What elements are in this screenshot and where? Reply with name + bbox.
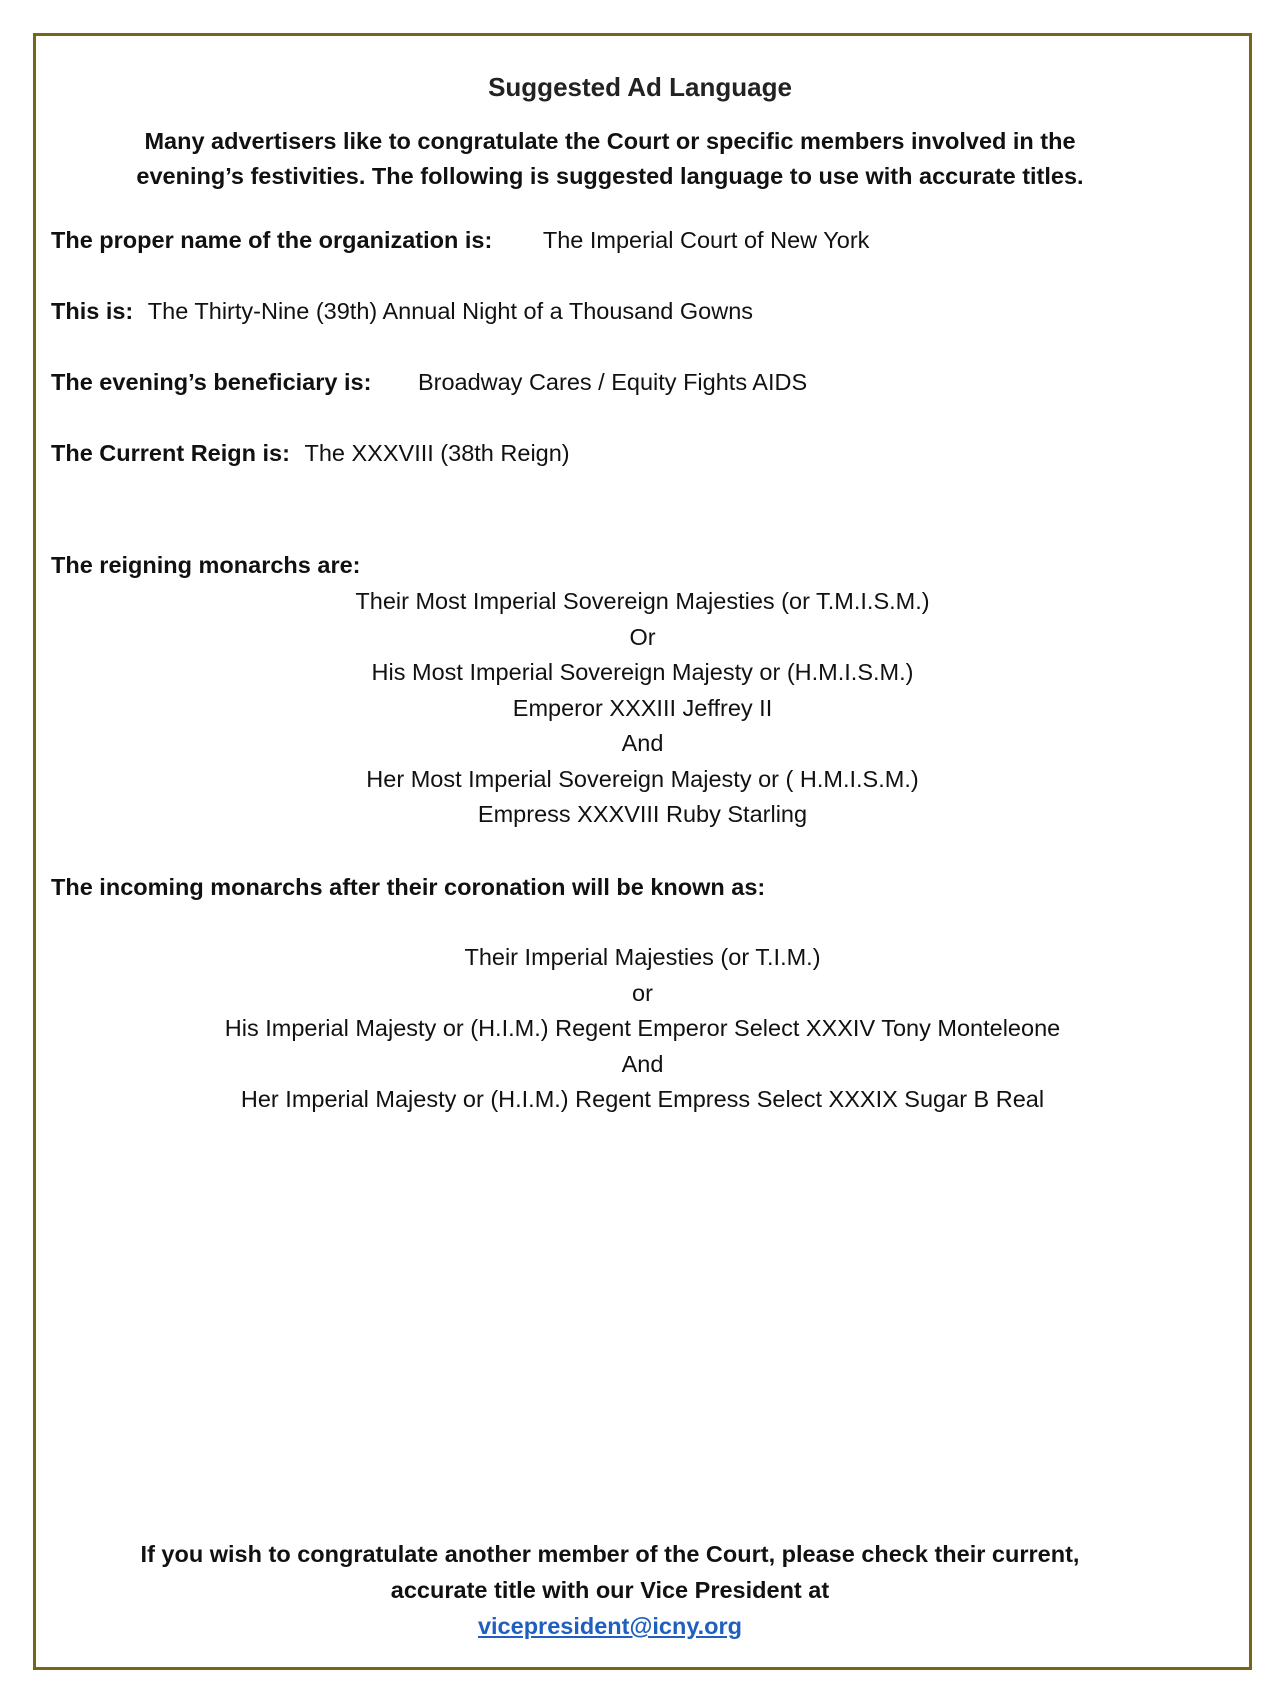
monarch-line: Her Most Imperial Sovereign Majesty or ( H.M.I.S.M.) [366, 765, 919, 792]
incoming-monarchs-label: The incoming monarchs after their coronation will be known as: [51, 874, 766, 900]
monarch-line: Or [629, 623, 656, 650]
incoming-monarchs-list [33, 940, 1252, 1118]
page-title: Suggested Ad Language [488, 72, 792, 102]
monarch-line: And [621, 1050, 664, 1077]
footer-line [60, 1572, 1160, 1644]
event-label: This is: [51, 298, 134, 324]
reign-label: The Current Reign is: [51, 440, 290, 466]
monarch-line: Their Most Imperial Sovereign Majesties (or T.M.I.S.M.) [355, 588, 930, 614]
monarch-line: Emperor XXXIII Jeffrey II [512, 694, 773, 721]
organization-field [51, 227, 869, 254]
footer-note [60, 1536, 1160, 1644]
monarch-line: And [621, 730, 664, 756]
monarch-line: or [632, 979, 653, 1006]
event-field [51, 298, 753, 325]
page-border [33, 33, 1252, 1670]
beneficiary-field [51, 369, 807, 396]
monarch-line: His Imperial Majesty or (H.I.M.) Regent Emperor Select XXXIV Tony Monteleone [224, 1015, 1061, 1041]
vice-president-email-link[interactable]: vicepresident@icny.org [477, 1613, 743, 1639]
monarch-line: Their Imperial Majesties (or T.I.M.) [464, 944, 821, 970]
reign-field [51, 440, 570, 467]
intro-line: Many advertisers like to congratulate the Court or specific members involved in the [144, 128, 1076, 154]
monarch-line: His Most Imperial Sovereign Majesty or (H.M.I.S.M.) [371, 659, 914, 685]
organization-label: The proper name of the organization is: [51, 227, 493, 253]
monarch-line: Her Imperial Majesty or (H.I.M.) Regent Empress Select XXXIX Sugar B Real [240, 1086, 1045, 1112]
intro-line: evening’s festivities. The following is suggested language to use with accurate titles. [136, 163, 1084, 189]
beneficiary-value: Broadway Cares / Equity Fights AIDS [417, 369, 808, 395]
beneficiary-label: The evening’s beneficiary is: [51, 369, 372, 395]
reigning-monarchs-list [33, 584, 1252, 833]
reigning-monarchs-label: The reigning monarchs are: [51, 552, 361, 578]
organization-value: The Imperial Court of New York [542, 227, 870, 253]
reign-value: The XXXVIII (38th Reign) [304, 440, 570, 466]
monarch-line: Empress XXXVIII Ruby Starling [477, 801, 808, 827]
footer-line-prefix: accurate title with our Vice President at [390, 1577, 830, 1603]
event-value: The Thirty-Nine (39th) Annual Night of a Thousand Gowns [147, 298, 754, 324]
footer-line: If you wish to congratulate another member of the Court, please check their current, [140, 1541, 1080, 1567]
intro-paragraph [60, 124, 1160, 194]
